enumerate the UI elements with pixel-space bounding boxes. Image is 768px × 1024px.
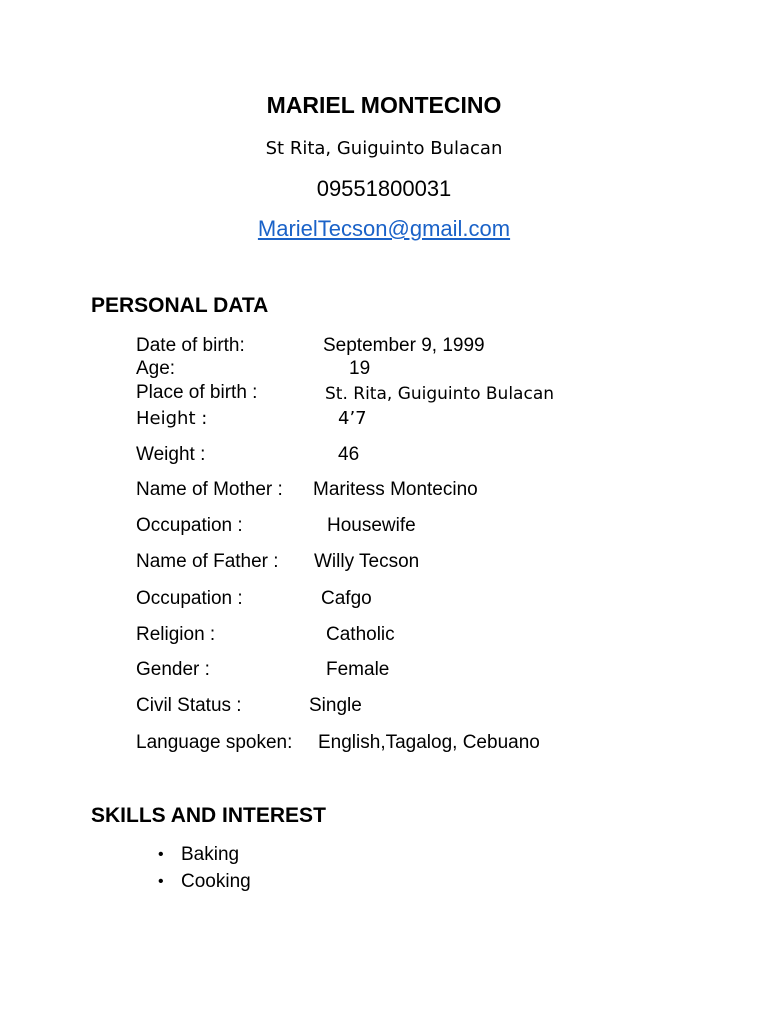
- row-label-mother-occupation: Occupation :: [136, 515, 243, 536]
- row-label-date-of-birth: Date of birth:: [136, 335, 245, 356]
- row-value-father-occupation: Cafgo: [321, 588, 372, 609]
- row-label-height: Height :: [136, 408, 208, 429]
- bullet-icon: •: [158, 846, 164, 863]
- skill-label: Cooking: [181, 871, 251, 892]
- row-label-name-of-father: Name of Father :: [136, 551, 279, 572]
- bullet-icon: •: [158, 873, 164, 890]
- email-link[interactable]: MarielTecson@gmail.com: [257, 216, 511, 241]
- row-value-place-of-birth: St. Rita, Guiguinto Bulacan: [325, 384, 555, 404]
- list-item: [158, 843, 251, 870]
- row-label-place-of-birth: Place of birth :: [136, 382, 258, 403]
- personal-data-heading: PERSONAL DATA: [91, 294, 269, 317]
- list-item: [158, 870, 251, 897]
- row-value-date-of-birth: September 9, 1999: [323, 335, 485, 356]
- row-value-language-spoken: English,Tagalog, Cebuano: [318, 732, 540, 753]
- row-value-mother-occupation: Housewife: [327, 515, 416, 536]
- skill-label: Baking: [181, 844, 240, 865]
- row-label-language-spoken: Language spoken:: [136, 732, 293, 753]
- skills-heading: SKILLS AND INTEREST: [91, 804, 326, 827]
- row-label-civil-status: Civil Status :: [136, 695, 242, 716]
- row-value-age: 19: [349, 358, 371, 379]
- row-label-name-of-mother: Name of Mother :: [136, 479, 283, 500]
- row-label-age: Age:: [136, 358, 176, 379]
- row-value-civil-status: Single: [309, 695, 362, 716]
- row-value-name-of-mother: Maritess Montecino: [313, 479, 478, 500]
- row-label-gender: Gender :: [136, 659, 210, 680]
- email-line: [0, 216, 768, 242]
- row-label-father-occupation: Occupation :: [136, 588, 243, 609]
- resume-name: MARIEL MONTECINO: [266, 92, 502, 118]
- row-value-height: 4’7: [338, 408, 367, 429]
- address: St Rita, Guiguinto Bulacan: [265, 138, 503, 159]
- row-value-name-of-father: Willy Tecson: [314, 551, 420, 572]
- row-value-gender: Female: [326, 659, 390, 680]
- row-value-religion: Catholic: [326, 624, 395, 645]
- phone-number: 09551800031: [316, 176, 452, 201]
- row-label-religion: Religion :: [136, 624, 216, 645]
- skills-list: [158, 843, 251, 897]
- row-value-weight: 46: [338, 444, 360, 465]
- row-label-weight: Weight :: [136, 444, 206, 465]
